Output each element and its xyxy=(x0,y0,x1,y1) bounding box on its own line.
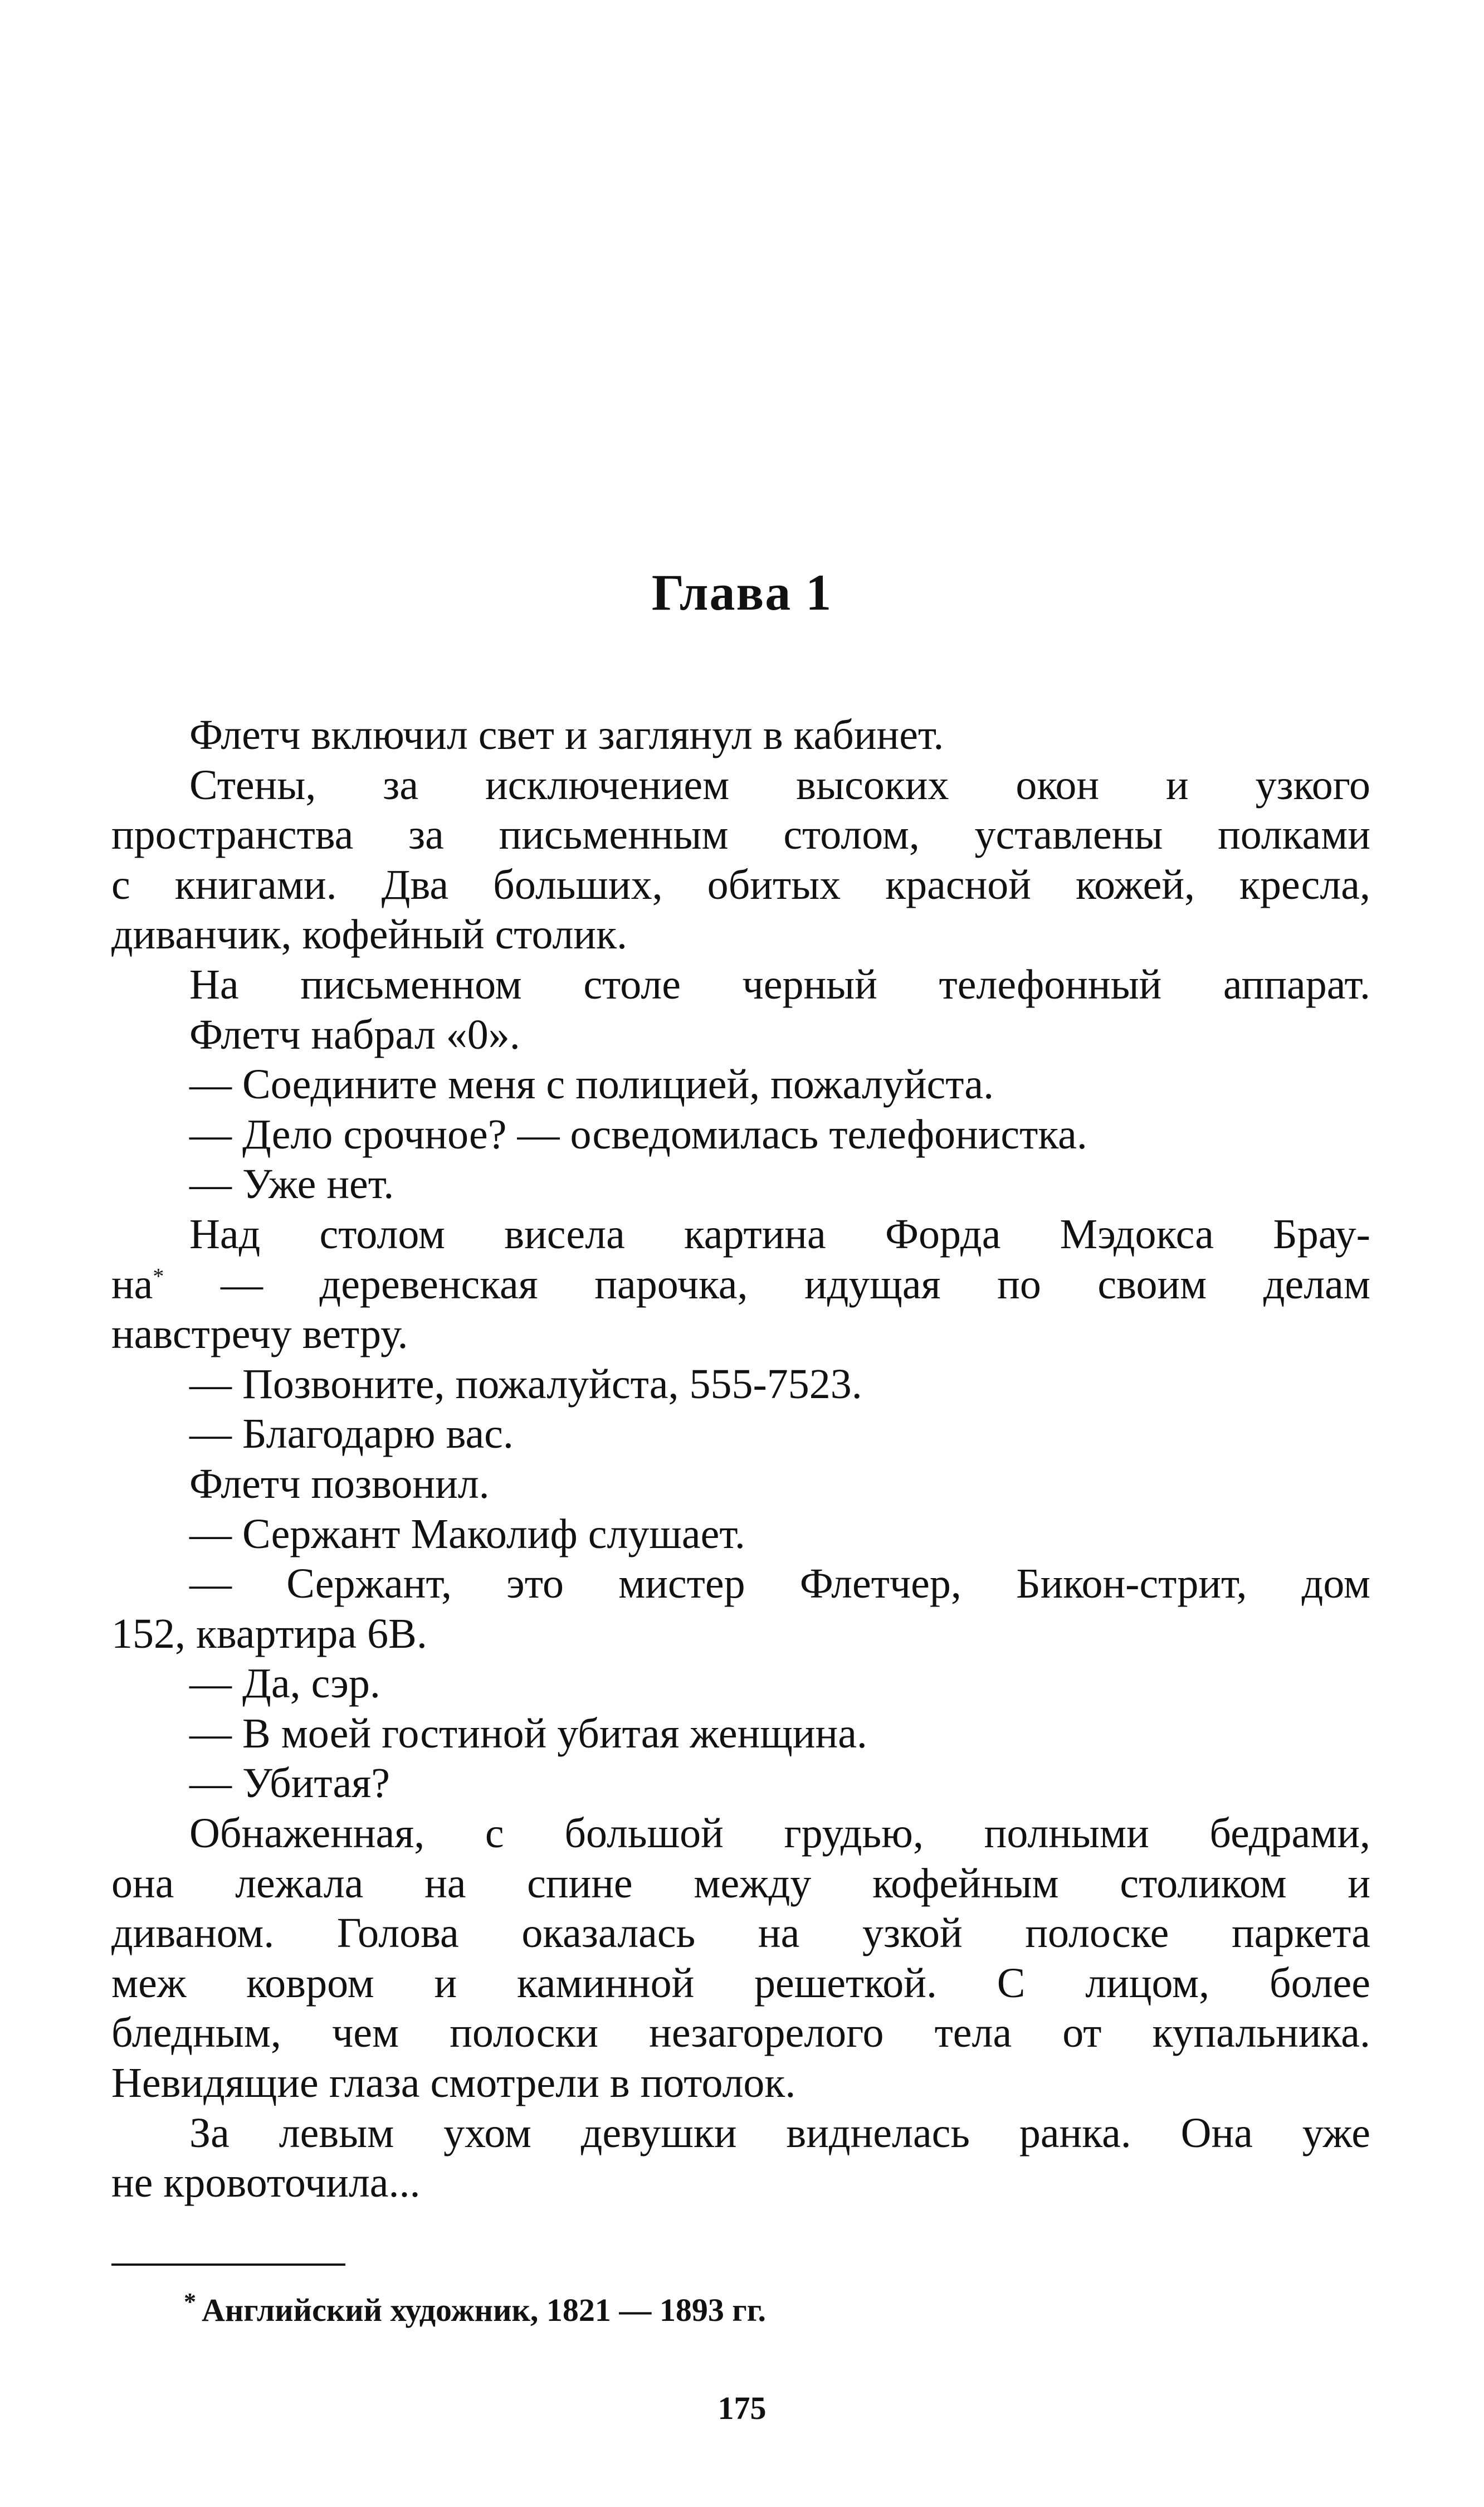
text-line: — Соедините меня с полицией, пожалуйста. xyxy=(189,1061,994,1108)
footnote-text: Английский художник, 1821 — 1893 гг. xyxy=(202,2292,767,2328)
text-line: не кровоточила... xyxy=(111,2159,421,2207)
text-line: Флетч набрал «0». xyxy=(189,1011,520,1058)
text-line: Невидящие глаза смотрели в потолок. xyxy=(111,2060,796,2107)
text-line: 152, квартира 6В. xyxy=(111,1610,427,1657)
line-rest: — деревенская парочка, идущая по своим делам xyxy=(220,1260,1371,1308)
text-line: За левым ухом девушки виднелась ранка. Она уже xyxy=(189,2109,1370,2156)
text-line: На письменном столе черный телефонный аппарат. xyxy=(189,961,1370,1008)
text-line: бледным, чем полоски незагорелого тела от купальника. xyxy=(111,2009,1370,2057)
text-line: Флетч позвонил. xyxy=(189,1460,490,1507)
text-line: навстречу ветру. xyxy=(111,1311,408,1358)
text-line: — Да, сэр. xyxy=(189,1660,380,1707)
text-line: — Позвоните, пожалуйста, 555-7523. xyxy=(189,1360,862,1408)
text-line: с книгами. Два больших, обитых красной кожей, кресла, xyxy=(111,861,1370,908)
line-start: на xyxy=(111,1260,153,1308)
chapter-title: Глава 1 xyxy=(651,564,833,621)
text-line: — В моей гостиной убитая женщина. xyxy=(189,1710,867,1757)
text-line: — Уже нет. xyxy=(189,1161,394,1208)
text-line: меж ковром и каминной решеткой. С лицом, более xyxy=(111,1959,1370,2007)
text-line: она лежала на спине между кофейным столиком и xyxy=(111,1859,1370,1907)
text-line: — Благодарю вас. xyxy=(189,1410,514,1458)
text-line: Обнаженная, с большой грудью, полными бедрами, xyxy=(189,1810,1370,1857)
footnote-star: * xyxy=(184,2287,196,2315)
text-line-with-footnote xyxy=(111,1260,1370,1310)
text-line: диваном. Голова оказалась на узкой полоске паркета xyxy=(111,1910,1370,1957)
text-line: — Сержант, это мистер Флетчер, Бикон-стрит, дом xyxy=(189,1560,1370,1608)
body-text xyxy=(111,710,1370,2208)
text-line: пространства за письменным столом, уставлены полками xyxy=(111,811,1370,859)
footnote-marker: * xyxy=(153,1263,164,1289)
footnote xyxy=(184,2287,767,2329)
text-line: — Дело срочное? — осведомилась телефонистка. xyxy=(189,1111,1087,1158)
footnote-divider xyxy=(111,2263,345,2266)
text-line: Стены, за исключением высоких окон и узкого xyxy=(189,761,1370,809)
text-line: Над столом висела картина Форда Мэдокса Брау- xyxy=(189,1210,1370,1258)
text-line: Флетч включил свет и заглянул в кабинет. xyxy=(189,712,944,758)
page-number: 175 xyxy=(717,2390,767,2426)
text-line: — Убитая? xyxy=(189,1760,390,1807)
text-line: диванчик, кофейный столик. xyxy=(111,911,628,958)
text-line: — Сержант Маколиф слушает. xyxy=(189,1510,745,1557)
